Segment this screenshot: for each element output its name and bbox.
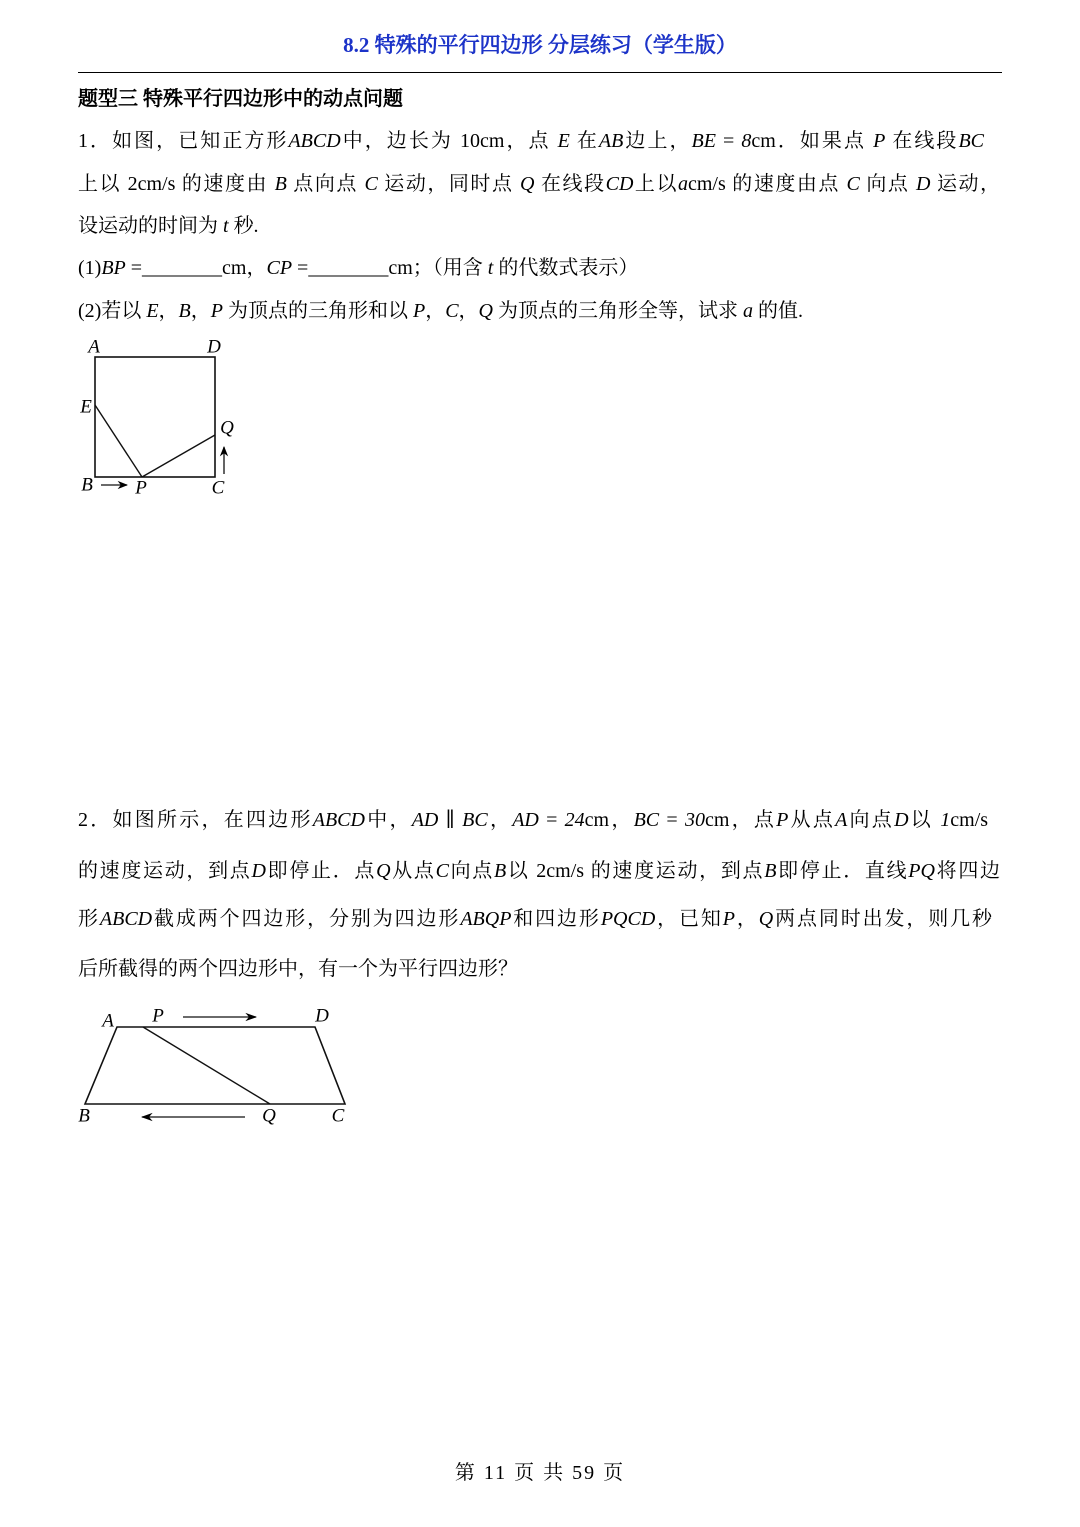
text-run: =	[538, 809, 565, 831]
text-run: 向点	[847, 809, 895, 831]
text-run: 设运动的时间为	[78, 215, 223, 237]
problem-2-line-2	[78, 857, 1000, 885]
label-d: D	[315, 1005, 329, 1027]
text-run: ________	[308, 257, 389, 279]
problem-1-line-2	[78, 170, 1000, 198]
text-run: 1．如图，已知正方形	[78, 130, 289, 152]
trapezoid-abcd	[85, 1027, 345, 1104]
text-run: 中，边长为 10cm，点	[340, 130, 558, 152]
math-variable: P	[412, 300, 426, 322]
label-p: P	[152, 1005, 164, 1027]
text-run: ∥	[438, 809, 463, 831]
text-run: 的代数式表示）	[493, 257, 639, 279]
label-q: Q	[220, 417, 234, 439]
problem-1-part-1	[78, 254, 638, 282]
label-c: C	[211, 477, 225, 499]
text-run: ，	[425, 300, 446, 322]
text-run: 为顶点的三角形全等，试求	[493, 300, 743, 322]
math-variable: P	[776, 809, 789, 831]
math-variable: Q	[376, 860, 391, 882]
problem-2-line-3	[78, 905, 992, 933]
text-run: cm/s 的速度由点	[688, 173, 847, 195]
text-run: 以 2cm/s 的速度运动，到点	[506, 860, 765, 882]
label-p: P	[135, 477, 147, 499]
math-variable: CD	[605, 173, 634, 195]
text-run: ________	[142, 257, 223, 279]
text-run: 即停止．点	[265, 860, 377, 882]
math-variable: C	[445, 300, 459, 322]
text-run: 即停止．直线	[776, 860, 909, 882]
text-run: =	[125, 257, 143, 279]
math-variable: B	[178, 300, 191, 322]
label-e: E	[80, 396, 92, 418]
math-variable: C	[364, 173, 378, 195]
text-run: cm，	[222, 257, 267, 279]
math-variable: BE	[691, 130, 716, 152]
text-run: 形	[78, 908, 100, 930]
text-run: =	[715, 130, 742, 152]
text-run: 运动，	[930, 173, 1001, 195]
math-variable: B	[274, 173, 287, 195]
text-run: 秒.	[228, 215, 259, 237]
problem-2-line-1	[78, 806, 988, 834]
math-variable: Q	[758, 908, 774, 930]
math-variable: t	[223, 215, 229, 237]
label-c: C	[331, 1105, 345, 1127]
header-divider	[78, 72, 1002, 73]
label-a: A	[88, 336, 100, 358]
problem-2-line-4	[78, 955, 518, 983]
math-variable: ABQP	[460, 908, 512, 930]
text-run: 为顶点的三角形和以	[222, 300, 413, 322]
text-run: 的值.	[753, 300, 803, 322]
math-variable: P	[873, 130, 886, 152]
text-run: 上以 2cm/s 的速度由	[78, 173, 275, 195]
math-variable: 24	[564, 809, 585, 831]
math-variable: ABCD	[312, 809, 365, 831]
math-variable: D	[915, 173, 931, 195]
text-run: cm．如果点	[751, 130, 874, 152]
math-variable: BC	[633, 809, 660, 831]
label-q: Q	[262, 1105, 276, 1127]
text-run: 以	[908, 809, 941, 831]
text-run: (1)	[78, 257, 102, 279]
page-title: 8.2 特殊的平行四边形 分层练习（学生版）	[343, 33, 737, 57]
text-run: ，	[735, 908, 759, 930]
text-run: 在	[569, 130, 599, 152]
text-run: cm，点	[704, 809, 777, 831]
text-run: (2)若以	[78, 300, 147, 322]
math-variable: C	[435, 860, 449, 882]
problem-1-line-1	[78, 127, 984, 155]
text-run: ，	[487, 809, 513, 831]
problem-1-line-3	[78, 212, 259, 240]
text-run: 的速度运动，到点	[78, 860, 252, 882]
segment-ep	[95, 405, 142, 477]
math-variable: P	[722, 908, 736, 930]
label-d: D	[207, 336, 221, 358]
math-variable: 8	[741, 130, 752, 152]
math-variable: E	[146, 300, 159, 322]
math-variable: D	[251, 860, 266, 882]
math-variable: PQ	[908, 860, 935, 882]
math-variable: AB	[598, 130, 624, 152]
text-run: 边上，	[623, 130, 692, 152]
math-variable: AD	[512, 809, 539, 831]
text-run: 向点	[448, 860, 494, 882]
square-abcd	[95, 357, 215, 477]
text-run: 点向点	[286, 173, 365, 195]
text-run: 中，	[364, 809, 412, 831]
math-variable: BC	[958, 130, 985, 152]
segment-pq	[142, 435, 215, 477]
text-run: cm/s	[950, 809, 989, 831]
math-variable: C	[846, 173, 860, 195]
label-b: B	[81, 474, 93, 496]
math-variable: 1	[940, 809, 951, 831]
math-variable: Q	[478, 300, 493, 322]
math-variable: D	[894, 809, 909, 831]
text-run: 两点同时出发，则几秒	[773, 908, 993, 930]
math-variable: CP	[266, 257, 293, 279]
label-a: A	[102, 1010, 114, 1032]
math-variable: B	[494, 860, 507, 882]
text-run: 向点	[859, 173, 916, 195]
text-run: ，	[190, 300, 211, 322]
text-run: 从点	[390, 860, 436, 882]
section-heading: 题型三 特殊平行四边形中的动点问题	[78, 88, 403, 110]
math-variable: PQCD	[600, 908, 656, 930]
text-run: 上以	[633, 173, 678, 195]
text-run: =	[659, 809, 685, 831]
text-run: 2．如图所示，在四边形	[78, 809, 313, 831]
text-run: ，	[458, 300, 479, 322]
math-variable: AD	[411, 809, 439, 831]
text-run: ，已知	[655, 908, 723, 930]
text-run: ，	[158, 300, 179, 322]
text-run: 截成两个四边形，分别为四边形	[152, 908, 461, 930]
text-run: 在线段	[534, 173, 606, 195]
math-variable: E	[557, 130, 570, 152]
problem-2-figure	[70, 1000, 370, 1130]
math-variable: BC	[462, 809, 488, 831]
math-variable: A	[835, 809, 848, 831]
label-b: B	[78, 1105, 90, 1127]
text-run: 将四边	[934, 860, 1001, 882]
math-variable: ABCD	[99, 908, 153, 930]
text-run: 在线段	[885, 130, 959, 152]
math-variable: BP	[101, 257, 126, 279]
text-run: 运动，同时点	[377, 173, 521, 195]
math-variable: t	[487, 257, 494, 279]
math-variable: a	[678, 173, 688, 195]
problem-1-part-2	[78, 297, 803, 325]
math-variable: 30	[684, 809, 705, 831]
math-variable: a	[743, 300, 753, 322]
text-run: 从点	[788, 809, 836, 831]
text-run: 后所截得的两个四边形中，有一个为平行四边形？	[78, 958, 518, 980]
page-number: 第 11 页 共 59 页	[454, 1462, 626, 1484]
text-run: cm，	[584, 809, 634, 831]
text-run: cm；（用含	[388, 257, 488, 279]
segment-pq	[143, 1027, 270, 1104]
math-variable: P	[210, 300, 223, 322]
math-variable: B	[764, 860, 777, 882]
text-run: =	[292, 257, 309, 279]
text-run: 和四边形	[511, 908, 601, 930]
math-variable: ABCD	[288, 130, 341, 152]
math-variable: Q	[520, 173, 535, 195]
problem-1-figure	[70, 330, 250, 502]
